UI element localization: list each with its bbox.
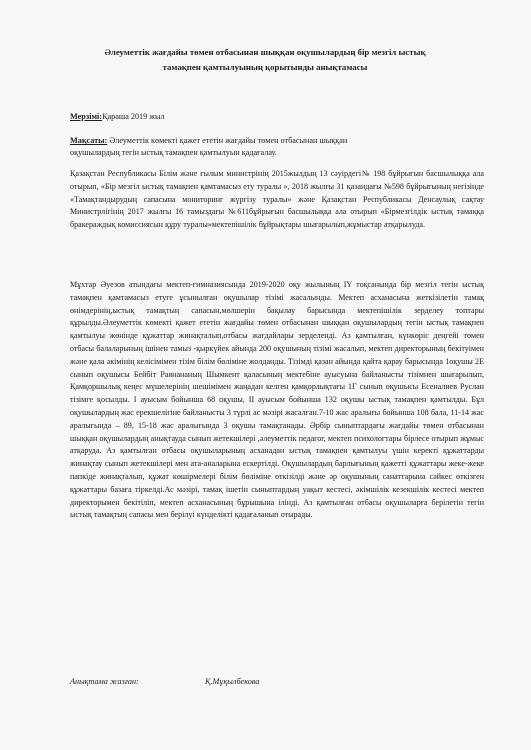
- deadline-label: Мерзімі:: [70, 112, 103, 121]
- goal-line-1: [70, 135, 347, 146]
- title-line-1: Әлеуметтік жағдайы төмен отбасынан шыққан оқушылардың бір мезгіл ыстық: [104, 47, 426, 57]
- title-line-2: тамақпен қамтылуының қорытынды анықтамасы: [162, 62, 368, 72]
- signature-name: Қ.Мұқылбекова: [205, 677, 260, 686]
- paragraph-report-body: Мұхтар Әуезов атындағы мектеп-гимназиясында 2019-2020 оқу жылының IY тоқсанында бір мезгіл тегін ыстық тамақпен қамтамасыз етуге ұсынылған оқушылар тізімі жасалынды. Мектеп асханасына жеткізілетін тамақ өнімдерінің,ыстық тамақтың сапасын,мөлшерін бақылау барысында мектепішілік зерделеу топтары құрылды.Әлеуметтік көмекті қажет ететін жағдайы төмен отбасынан шыққан оқушылардың тегін ыстық тамақпен қамтылуы жөнінде құжаттар жинақталып,отбасы жағдайлары зерделенді. Аз қамтылған, күнкөріс деңгейі төмен отбасы балаларының ішінен тамыз -қыркүйек айында 200 оқушының тізімі жасалып, мектеп директорының бекітуімен және қала әкімінің келісімімен тізім білім бөліміне жолданды. Тізімді қазан айында қайта қарау барысында 1оқушы 2Е сынып оқушысы Бейбіт Раянананың Шымкент қаласының мектебіне ауысуына байланысты тізімнен шығарылып, Қамқоршылық кеңес мүшелерінің шешімімен жаңадан келген қамқорлықтағы 1Г сынып оқушысы Есеналиев Руслан тізімге қосылды. I ауысым бойынша 68 оқушы, II ауысым бойынша 132 оқушы ыстық тамақпен қамтылды. Бұл оқушылардың жас ерекшелігіне байланысты 3 түрлі ас мәзірі жасалған.7-10 жас аралығы бойынша 108 бала, 11-14 жас аралығында – 89, 15-18 жас аралығында 3 оқушы тамақтанады. Әрбір сыныптардағы жағдайы төмен отбасынан шыққан оқушылардың анықтауда сынып жетекшілері ,әлеуметтік педагог, мектеп психологтары бірлесе отырып жұмыс атқаруда. Аз қамтылған отбасы оқушыларының асханадан ыстық тамақпен қамтылуы үшін керекті құжаттарды жинақтау сынып жетекшілері мен ата-аналарына ескертілді. Оқушылардың барлығының қажетті құжаттары жеке-жеке папкіде жинақталып, құжат көшірмелері білім бөліміне өткізілді және әр оқушының санаттарына сәйкес өткізген құжаттары базаға тіркелді.Ас мәзірі, тамақ ішетін сыныптардың уақыт кестесі, әкімшілік кезекшілік кестесі мектеп директорымен бекітіліп, мектеп асханасының бұрышына ілінді. Аз қамтылған отбасы оқушыларға берілетін тегін ыстық тамақтың сапасы мен берілуі күнделікті қадағаланып отырады.: [70, 280, 484, 520]
- goal-label: Мақсаты:: [70, 136, 108, 145]
- goal-text-1: Әлеуметтік көмекті қажет ететін жағдайы төмен отбасынан шыққан: [107, 136, 348, 145]
- signature-label: Анықтама жазған:: [70, 677, 139, 686]
- paragraph-legal-basis: Қазақстан Республикасы Білім және ғылым министрінің 2015жылдың 13 сәуірдегі№ 198 бұйрығын басшылыққа ала отырып, «Бір мезгіл ыстық тамақпен қамтамасыз ету туралы », 2018 жылғы 31 қазандағы №598 бұйрығының негізінде «Тамақтандырудың сапасына мониторинг жүргізу туралы» және Қазақстан Республикасы Денсаулық сақтау Министрлігінің 2017 жылғы 16 тамыздағы №611бұйрығын басшылыққа ала отырып «Бірмезгілдік ыстық тамаққа бракераждық комиссиясын құру туралы»мектепішілік бұйрықтары шығарылып,жұмыстар атқарылуда.: [70, 169, 484, 230]
- document-title: [40, 45, 490, 75]
- deadline-value: Қараша 2019 жыл: [102, 112, 165, 121]
- deadline-line: [70, 111, 165, 122]
- goal-line-2: оқушылардың тегін ыстық тамақпен қамтылуын қадағалау.: [70, 148, 277, 157]
